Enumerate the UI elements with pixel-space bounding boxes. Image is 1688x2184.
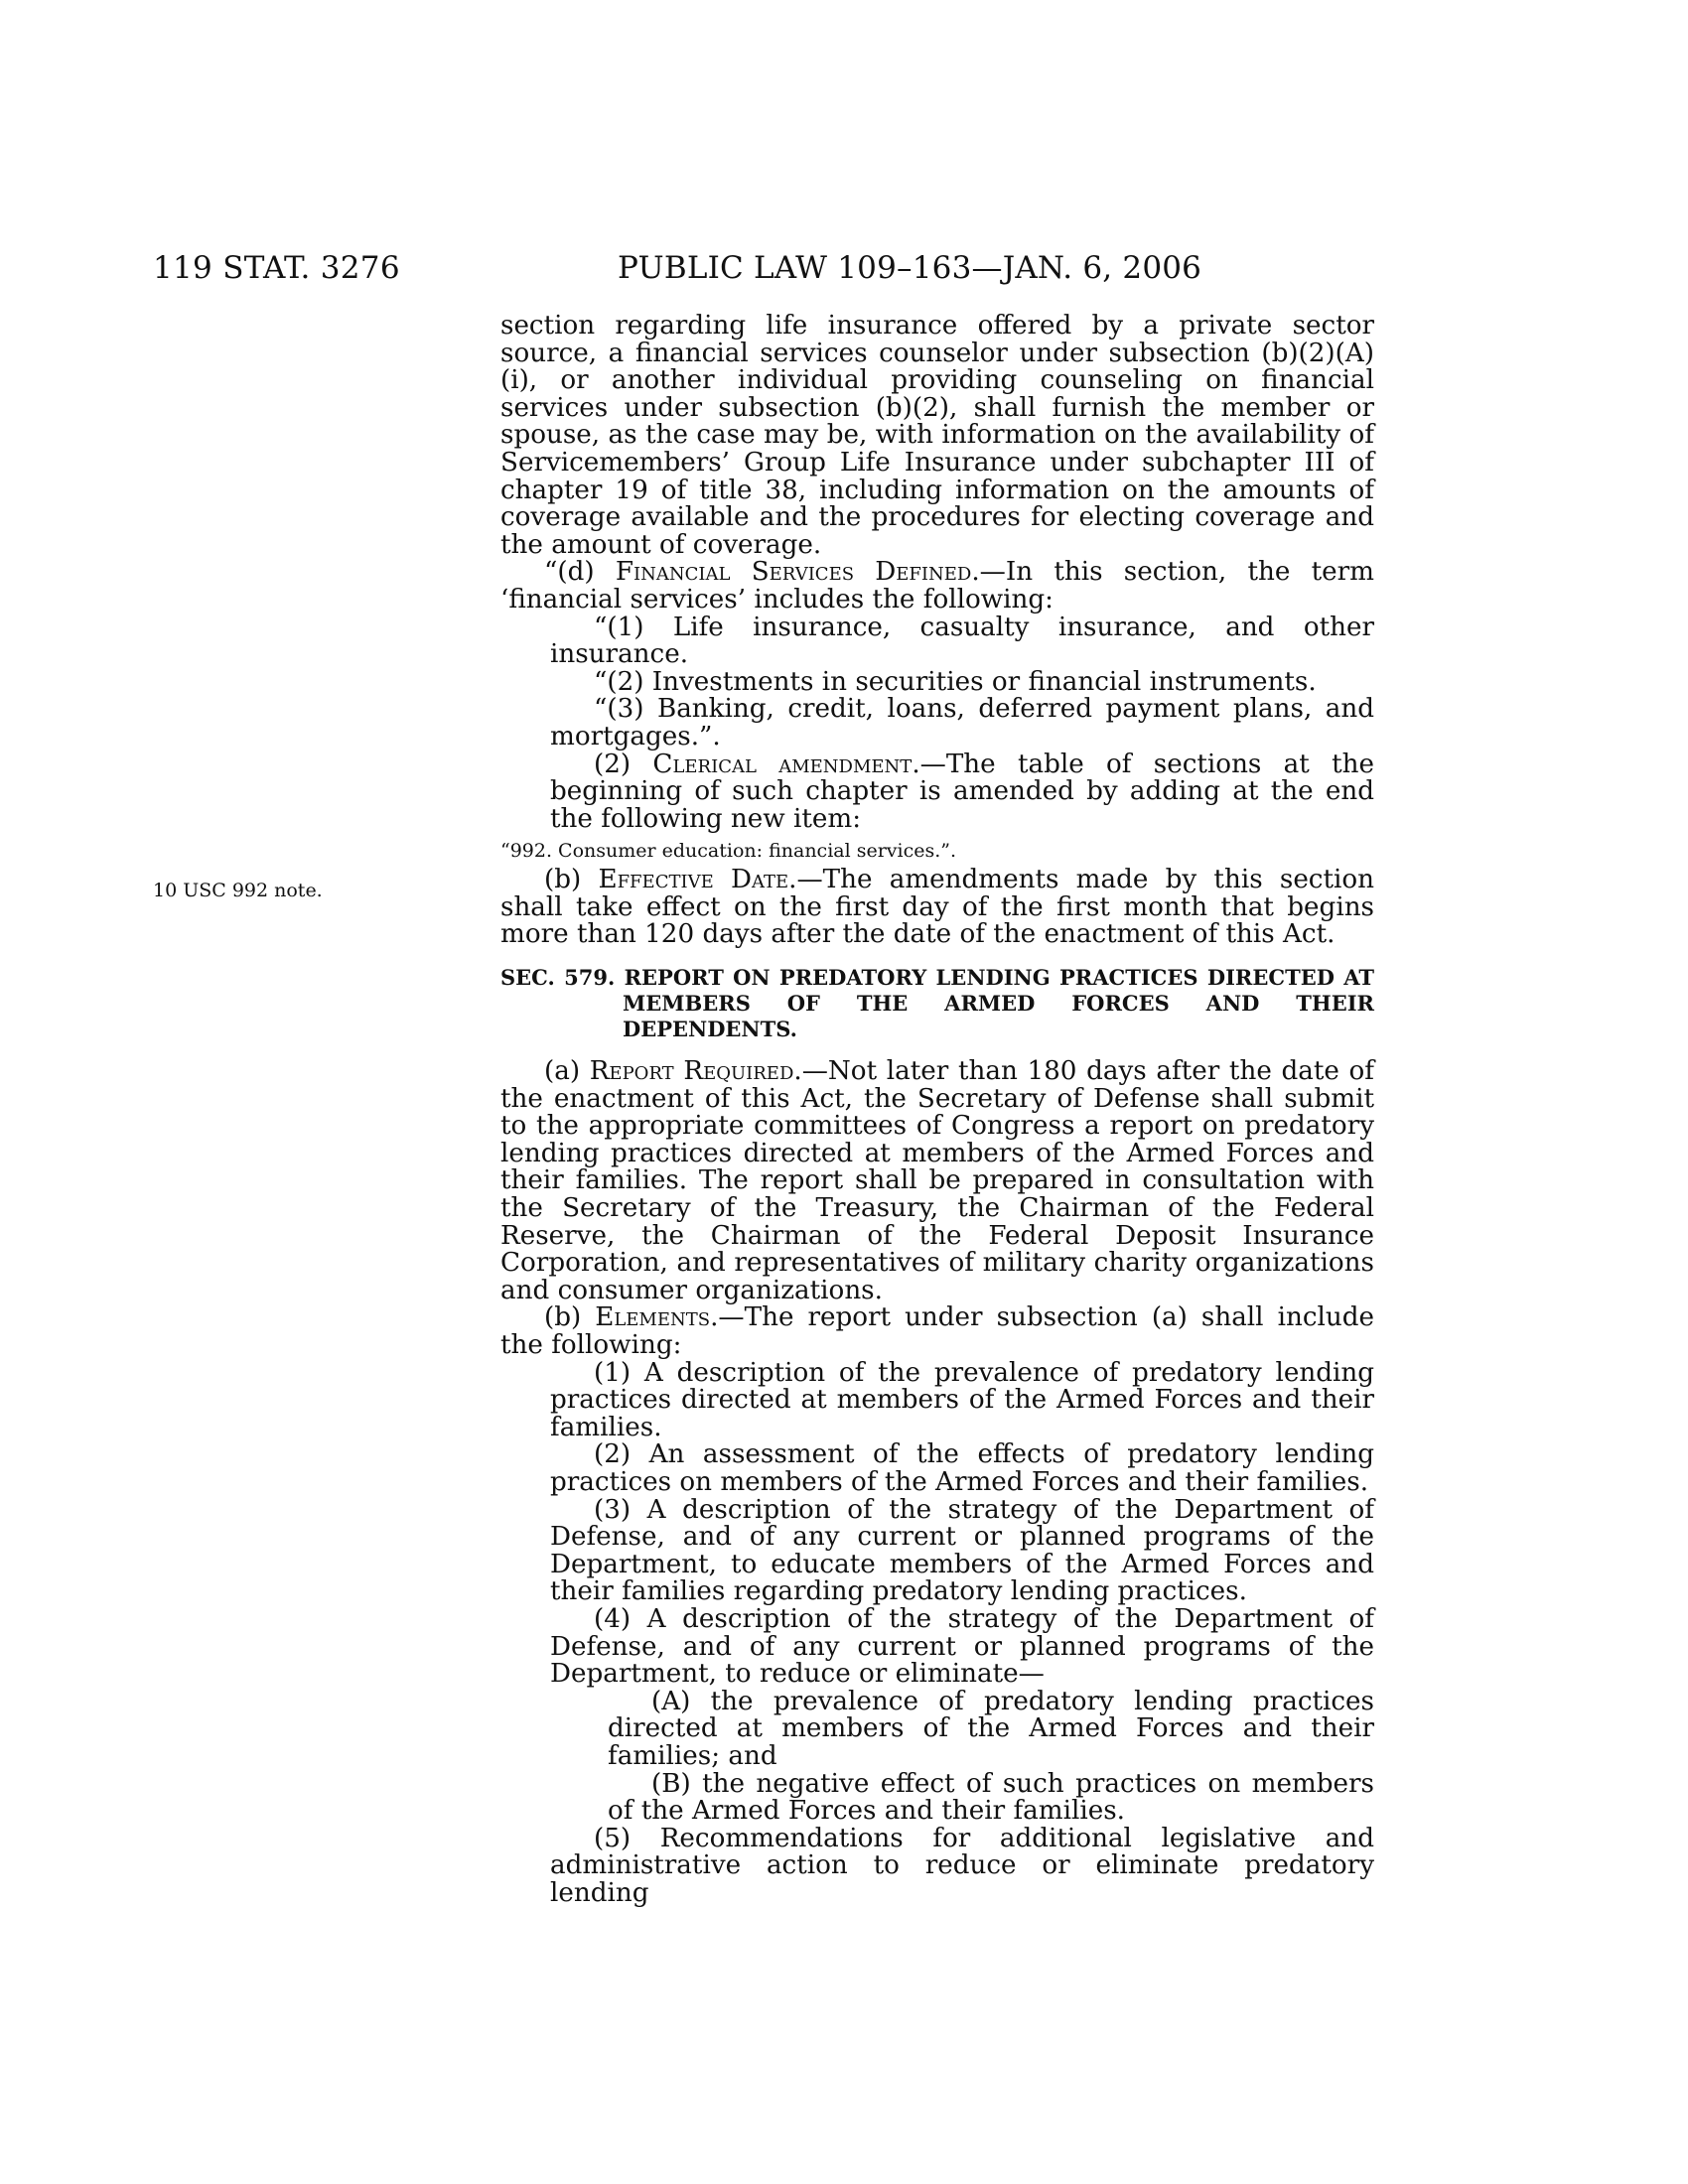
element-item-1: (1) A description of the prevalence of predatory lending practices directed at members of the Armed Forces and their families.	[550, 1357, 1374, 1442]
clerical-amendment-heading: Clerical amendment	[652, 749, 913, 779]
element-item-4a: (A) the prevalence of predatory lending practices directed at members of the Armed Forces and their families; and	[608, 1686, 1374, 1771]
clerical-amendment: (2) Clerical amendment.—The table of sections at the beginning of such chapter is amended by adding at the end the following new item:	[550, 749, 1375, 834]
subsection-report-required: (a) Report Required.—Not later than 180 days after the date of the enactment of this Act, the Secretary of Defense shall submit to the appropriate committees of Congress a report on predatory lending practices directed at members of the Armed Forces and their families. The report shall be prepared in consultation with the Secretary of the Treasury, the Chairman of the Federal Reserve, the Chairman of the Federal Deposit Insurance Corporation, and representatives of military charity organizations and consumer organizations.	[500, 1056, 1374, 1305]
definition-item-2: “(2) Investments in securities or financial instruments.	[594, 666, 1317, 697]
section-heading: SEC. 579. REPORT ON PREDATORY LENDING PRACTICES DIRECTED AT MEMBERS OF THE ARMED FORCES AND THEIR DEPENDENTS.	[500, 965, 1374, 1042]
element-item-4: (4) A description of the strategy of the Department of Defense, and of any current or planned programs of the Department, to reduce or eliminate—	[550, 1603, 1374, 1690]
element-item-5: (5) Recommendations for additional legislative and administrative action to reduce or eliminate predatory lending	[550, 1823, 1374, 1908]
definition-item-3: “(3) Banking, credit, loans, deferred payment plans, and mortgages.”.	[550, 694, 1374, 751]
table-of-sections-item: “992. Consumer education: financial services.”.	[500, 840, 957, 863]
page-title: PUBLIC LAW 109–163—JAN. 6, 2006	[618, 250, 1202, 286]
document-body	[500, 313, 1374, 1907]
element-item-4b: (B) the negative effect of such practices on members of the Armed Forces and their families.	[608, 1768, 1374, 1827]
page-reference: 119 STAT. 3276	[153, 250, 400, 286]
margin-note: 10 USC 992 note.	[153, 880, 323, 901]
effective-date-heading: Effective Date	[598, 865, 789, 895]
elements-heading: Elements	[595, 1302, 711, 1333]
element-item-3: (3) A description of the strategy of the Department of Defense, and of any current or planned programs of the Department, to educate members of the Armed Forces and their families regarding predatory lending practices.	[550, 1494, 1374, 1607]
report-required-heading: Report Required	[589, 1056, 794, 1087]
subsection-d-heading: Financial Services Defined	[615, 557, 972, 588]
subsection-d: “(d) Financial Services Defined.—In this section, the term ‘financial services’ includes the following:	[500, 557, 1374, 614]
definition-item-1: “(1) Life insurance, casualty insurance, and other insurance.	[550, 612, 1374, 670]
subsection-elements: (b) Elements.—The report under subsection (a) shall include the following:	[500, 1302, 1374, 1360]
element-item-2: (2) An assessment of the effects of predatory lending practices on members of the Armed Forces and their families.	[550, 1439, 1374, 1497]
subsection-effective-date: (b) Effective Date.—The amendments made by this section shall take effect on the first day of the first month that begins more than 120 days after the date of the enactment of this Act.	[500, 865, 1375, 950]
paragraph-continued: section regarding life insurance offered by a private sector source, a financial services counselor under subsection (b)(2)(A)(i), or another individual providing counseling on financial services under subsection (b)(2), shall furnish the member or spouse, as the case may be, with information on the availability of Servicemembers’ Group Life Insurance under subchapter III of chapter 19 of title 38, including information on the amounts of coverage available and the procedures for electing coverage and the amount of coverage.	[500, 311, 1374, 560]
